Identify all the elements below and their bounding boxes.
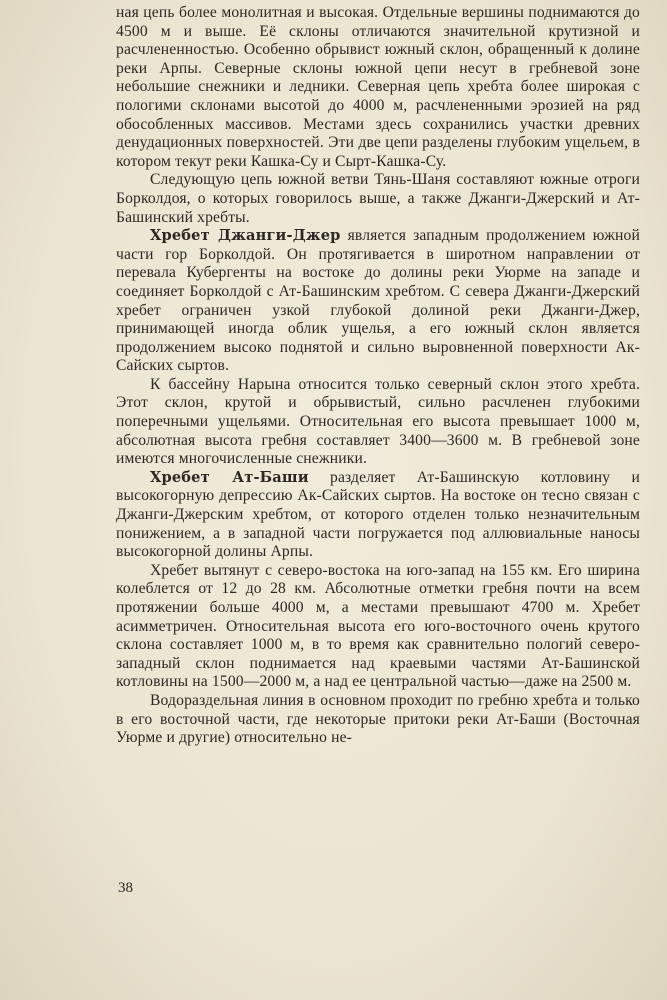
ridge-heading-dzhangi-dzher: Хребет Джанги-Джер (150, 227, 341, 245)
paragraph-6: Хребет вытянут с северо-востока на юго-запад на 155 км. Его ширина колеблется от 12 до 28 км. Абсолютные отметки гребня почти на всем протяжении больше 4000 м, а местами превышают 4700 м. Хребет асимметричен. Относительная высота его юго-восточного очень крутого склона составляет 1000 м, в то время как сравнительно пологий северо-западный склон поднимается над краевыми частями Ат-Башинской котловины на 1500—2000 м, а над ее центральной частью—даже на 2500 м. (116, 561, 640, 691)
ridge-heading-at-bashi: Хребет Ат-Баши (150, 468, 309, 486)
paragraph-2: Следующую цепь южной ветви Тянь-Шаня составляют южные отроги Борколдоя, о которых говорилось выше, а также Джанги-Джерский и Ат-Башинский хребты. (116, 171, 640, 226)
body-text (116, 4, 640, 748)
paragraph-1: ная цепь более монолитная и высокая. Отдельные вершины поднимаются до 4500 м и выше. Её склоны отличаются значительной крутизной и расчлененностью. Особенно обрывист южный склон, обращенный к долине реки Арпы. Северные склоны южной цепи несут в гребневой зоне небольшие снежники и ледники. Северная цепь хребта более широкая с пологими склонами высотой до 4000 м, расчлененными эрозией на ряд обособленных массивов. Местами здесь сохранились участки древних денудационных поверхностей. Эти две цепи разделены глубоким ущельем, в котором текут реки Кашка-Су и Сырт-Кашка-Су. (116, 4, 640, 170)
paragraph-3: Хребет Джанги-Джер является западным продолжением южной части гор Борколдой. Он протягивается в широтном направлении от перевала Кубергенты на востоке до долины реки Уюрме на западе и соединяет Борколдой с Ат-Башинским хребтом. С севера Джанги-Джерский хребет ограничен узкой глубокой долиной реки Джанги-Джер, принимающей иногда облик ущелья, а его южный склон является продолжением высоко поднятой и сильно выровненной поверхности Ак-Сайских сыртов. (116, 227, 640, 375)
paragraph-7: Водораздельная линия в основном проходит по гребню хребта и только в его восточной части, где некоторые притоки реки Ат-Баши (Восточная Уюрме и другие) относительно не- (116, 691, 640, 747)
paragraph-5: Хребет Ат-Баши разделяет Ат-Башинскую котловину и высокогорную депрессию Ак-Сайских сыртов. На востоке он тесно связан с Джанги-Джерским хребтом, от которого отделен только незначительным понижением, а в западной части погружается под аллювиальные наносы высокогорной долины Арпы. (116, 468, 640, 561)
paragraph-4: К бассейну Нарына относится только северный склон этого хребта. Этот склон, крутой и обрывистый, сильно расчленен глубокими поперечными ущельями. Относительная его высота превышает 1000 м, абсолютная высота гребня составляет 3400—3600 м. В гребневой зоне имеются многочисленные снежники. (116, 375, 640, 468)
page-number: 38 (118, 880, 133, 896)
